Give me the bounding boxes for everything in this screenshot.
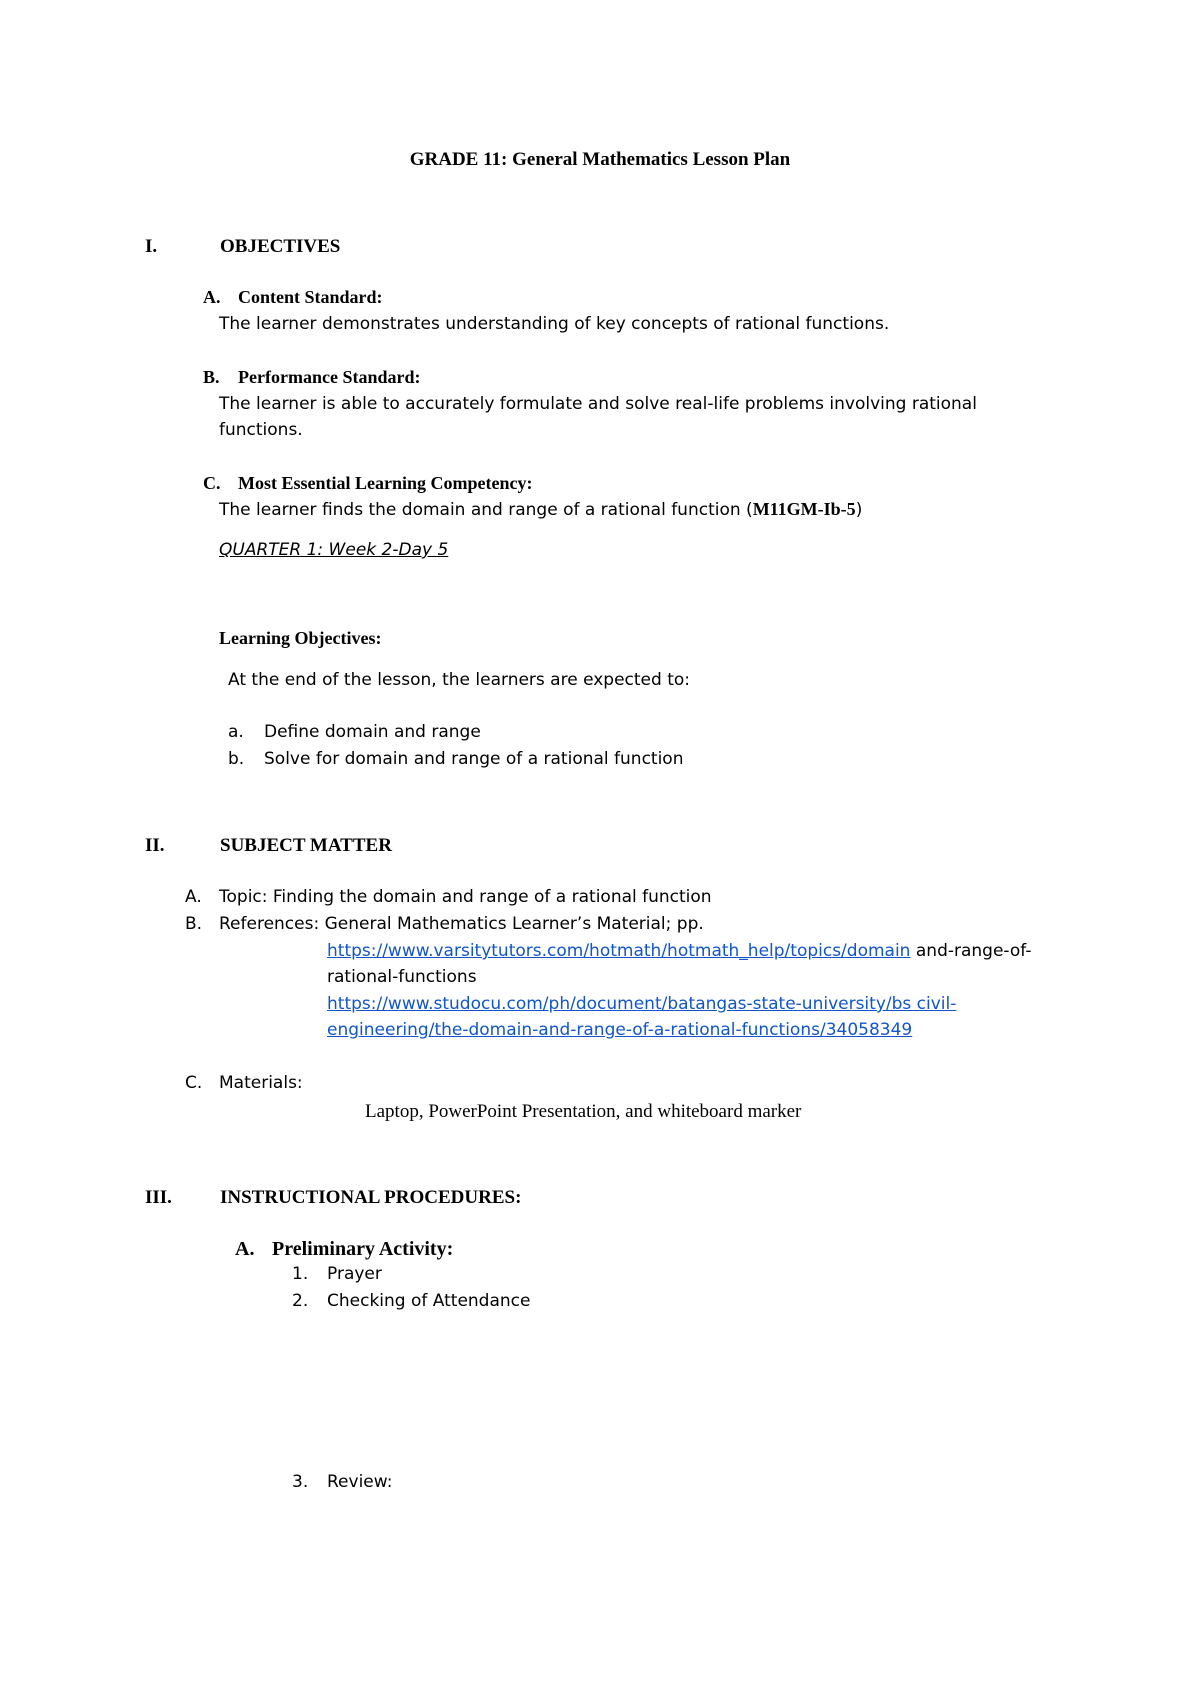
melc-text bbox=[219, 500, 862, 519]
reference-1-line2: rational-functions bbox=[327, 967, 477, 987]
performance-standard-heading: Performance Standard: bbox=[238, 367, 421, 387]
objective-b-label: b. bbox=[228, 749, 245, 769]
section-2-number: II. bbox=[145, 835, 165, 856]
section-2-heading: SUBJECT MATTER bbox=[220, 835, 392, 856]
materials-list: Laptop, PowerPoint Presentation, and whiteboard marker bbox=[365, 1101, 802, 1122]
content-standard-label: A. bbox=[203, 287, 221, 307]
reference-link-studocu-line1[interactable]: https://www.studocu.com/ph/document/batangas-state-university/bs civil- bbox=[327, 994, 957, 1014]
performance-standard-label: B. bbox=[203, 367, 220, 387]
melc-text-pre: The learner finds the domain and range of a rational function ( bbox=[219, 500, 753, 520]
melc-heading: Most Essential Learning Competency: bbox=[238, 473, 533, 493]
section-3-number: III. bbox=[145, 1187, 172, 1208]
melc-code: M11GM-Ib-5 bbox=[752, 499, 856, 519]
content-standard-heading: Content Standard: bbox=[238, 287, 383, 307]
activity-1-text: Prayer bbox=[327, 1264, 382, 1284]
activity-2-label: 2. bbox=[292, 1291, 309, 1311]
preliminary-activity-heading: Preliminary Activity: bbox=[272, 1238, 454, 1260]
objective-b-text: Solve for domain and range of a rational function bbox=[264, 749, 684, 769]
reference-link-varsitytutors[interactable]: https://www.varsitytutors.com/hotmath/hotmath_help/topics/domain bbox=[327, 941, 911, 961]
preliminary-activity-label: A. bbox=[235, 1238, 255, 1260]
learning-objectives-heading: Learning Objectives: bbox=[219, 628, 382, 648]
page-title: GRADE 11: General Mathematics Lesson Plan bbox=[409, 149, 791, 170]
reference-link-studocu-line2[interactable]: engineering/the-domain-and-range-of-a-rational-functions/34058349 bbox=[327, 1020, 913, 1040]
section-1-heading: OBJECTIVES bbox=[220, 236, 341, 257]
objective-a-text: Define domain and range bbox=[264, 722, 481, 742]
materials-label: C. bbox=[185, 1073, 203, 1093]
references-label: B. bbox=[185, 914, 203, 934]
reference-1-line1 bbox=[327, 943, 1031, 960]
activity-1-label: 1. bbox=[292, 1264, 309, 1284]
learning-objectives-intro: At the end of the lesson, the learners are expected to: bbox=[228, 670, 691, 690]
reference-1-tail: and-range-of- bbox=[910, 941, 1032, 961]
objective-a-label: a. bbox=[228, 722, 244, 742]
references-text: References: General Mathematics Learner’s Material; pp. bbox=[219, 914, 704, 934]
melc-label: C. bbox=[203, 473, 221, 493]
topic-label: A. bbox=[185, 887, 202, 907]
performance-standard-text-line2: functions. bbox=[219, 420, 303, 440]
quarter-week-day: QUARTER 1: Week 2-Day 5 bbox=[219, 540, 449, 560]
section-1-number: I. bbox=[145, 236, 158, 257]
melc-text-post: ) bbox=[855, 500, 863, 520]
section-3-heading: INSTRUCTIONAL PROCEDURES: bbox=[220, 1187, 522, 1208]
materials-heading: Materials: bbox=[219, 1073, 303, 1093]
content-standard-text: The learner demonstrates understanding of key concepts of rational functions. bbox=[219, 314, 890, 334]
performance-standard-text-line1: The learner is able to accurately formulate and solve real-life problems involving rational bbox=[219, 394, 977, 414]
activity-3-label: 3. bbox=[292, 1472, 309, 1492]
activity-3-text: Review: bbox=[327, 1472, 393, 1492]
topic-text: Topic: Finding the domain and range of a rational function bbox=[219, 887, 712, 907]
activity-2-text: Checking of Attendance bbox=[327, 1291, 531, 1311]
